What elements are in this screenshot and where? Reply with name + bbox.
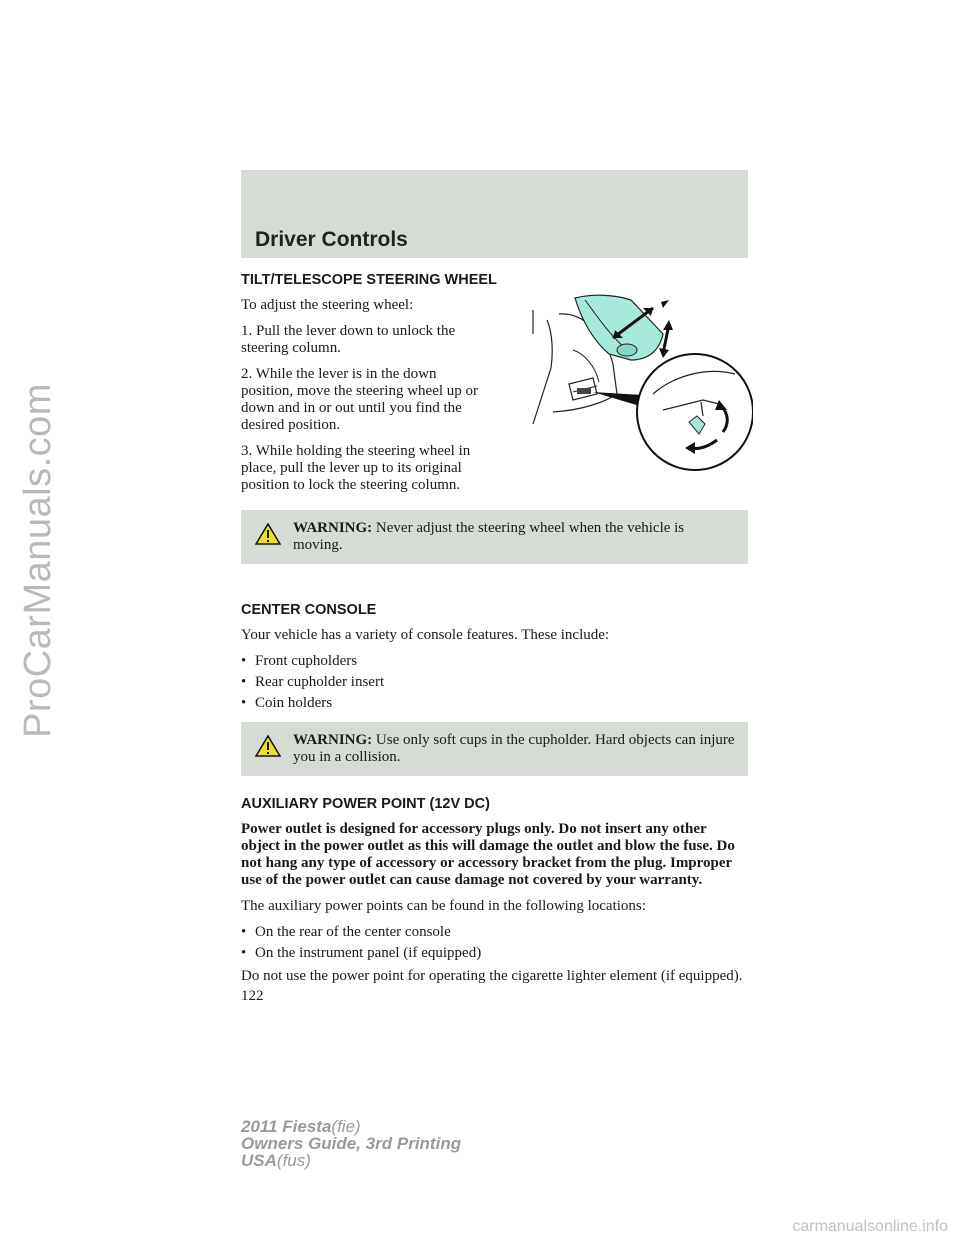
list-item: • Coin holders [241, 695, 748, 712]
page-number: 122 [241, 988, 264, 1004]
footer-market: USA [241, 1151, 277, 1170]
document-footer [241, 1118, 461, 1169]
warning-text: Use only soft cups in the cupholder. Hard objects can injure you in a collision. [293, 732, 735, 765]
power-locations-intro: The auxiliary power points can be found in the following locations: [241, 898, 646, 914]
steering-warning [241, 510, 748, 564]
warning-text: Never adjust the steering wheel when the vehicle is moving. [293, 520, 685, 553]
section-header [241, 170, 748, 258]
warning-triangle-icon [255, 522, 281, 546]
footer-model-code: (fie) [331, 1117, 361, 1136]
steering-step-1: 1. Pull the lever down to unlock the steering column. [241, 323, 456, 356]
steering-text [241, 297, 491, 494]
footer-market-code: (fus) [276, 1151, 311, 1170]
steering-column-illustration [513, 294, 753, 484]
steering-step-2: 2. While the lever is in the down position, move the steering wheel up or down and in or out until you find the desired position. [241, 366, 479, 433]
steering-intro: To adjust the steering wheel: [241, 297, 414, 313]
side-watermark: ProCarManuals.com [16, 382, 59, 738]
page-content [241, 272, 748, 1005]
list-item: • On the instrument panel (if equipped) [241, 945, 748, 962]
footer-guide: Owners Guide, 3rd Printing [241, 1134, 462, 1153]
warning-triangle-icon [255, 734, 281, 758]
console-warning [241, 722, 748, 776]
console-intro: Your vehicle has a variety of console features. These include: [241, 627, 610, 643]
console-heading: CENTER CONSOLE [241, 602, 377, 618]
warning-label: WARNING: [293, 732, 373, 748]
steering-section [241, 272, 748, 494]
section-title: Driver Controls [255, 228, 408, 251]
steering-heading: TILT/TELESCOPE STEERING WHEEL [241, 272, 497, 288]
power-heading: AUXILIARY POWER POINT (12V DC) [241, 796, 490, 812]
bottom-watermark: carmanualsonline.info [792, 1218, 948, 1235]
steering-step-3: 3. While holding the steering wheel in place, pull the lever up to its original position to lock the steering column. [241, 443, 471, 493]
warning-label: WARNING: [293, 520, 373, 536]
list-item: • Front cupholders [241, 653, 748, 670]
list-item: • Rear cupholder insert [241, 674, 748, 691]
power-locations-list [241, 924, 748, 962]
list-item: • On the rear of the center console [241, 924, 748, 941]
footer-model: 2011 Fiesta [241, 1117, 332, 1136]
power-note: Do not use the power point for operating the cigarette lighter element (if equipped). [241, 968, 743, 984]
power-caution: Power outlet is designed for accessory plugs only. Do not insert any other object in the power outlet as this will damage the outlet and blow the fuse. Do not hang any type of accessory or accessory bracket from the plug. Improper use of the power outlet can cause damage not covered by your warranty. [241, 821, 735, 888]
console-features-list [241, 653, 748, 712]
